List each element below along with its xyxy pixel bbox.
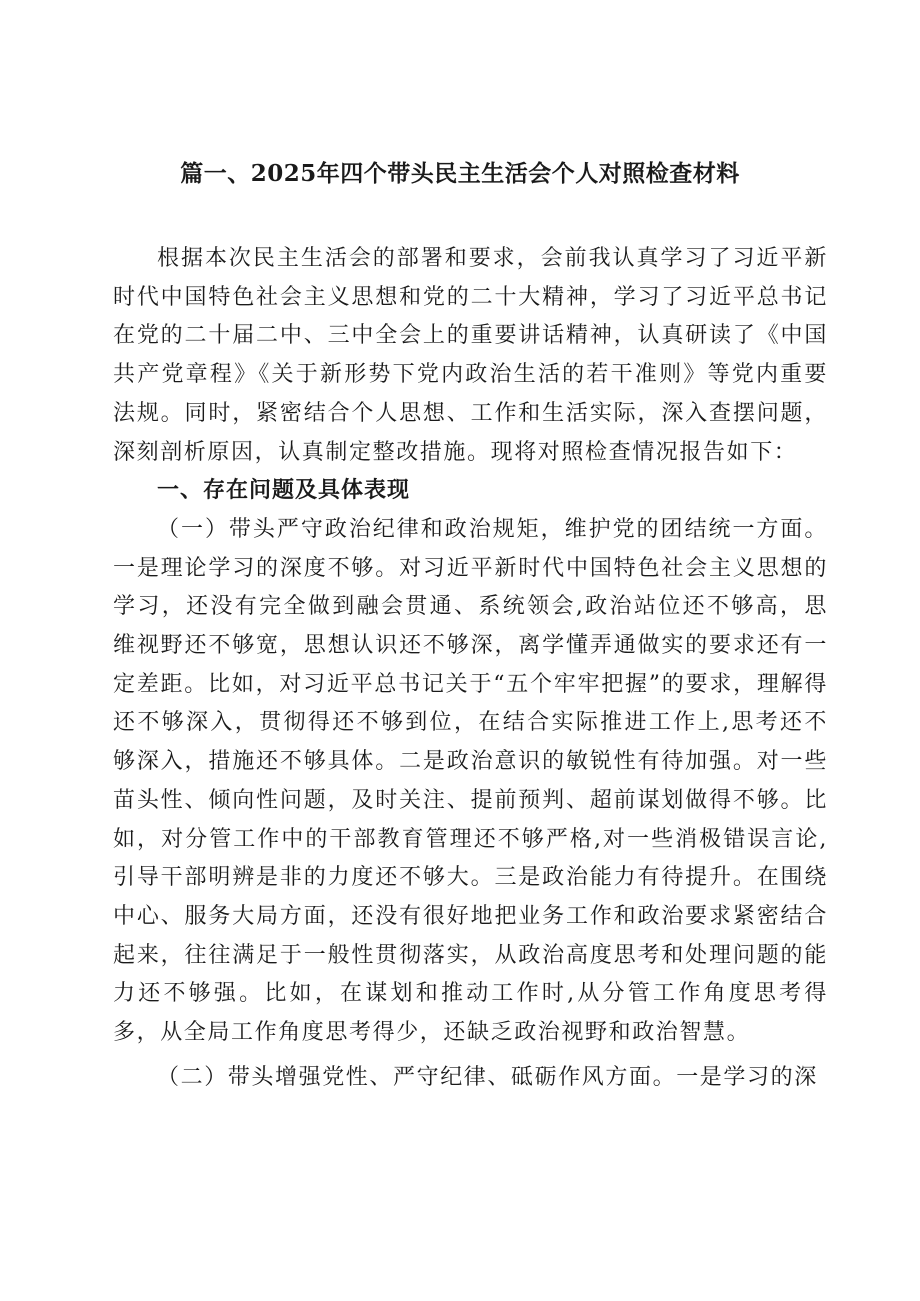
intro-paragraph: 根据本次民主生活会的部署和要求，会前我认真学习了习近平新时代中国特色社会主义思想和党的二十大精神，学习了习近平总书记在党的二十届二中、三中全会上的重要讲话精神，认真研读了《中国共产党章程》《关于新形势下党内政治生活的若干准则》等党内重要法规。同时，紧密结合个人思想、工作和生活实际，深入查摆问题，深刻剖析原因，认真制定整改措施。现将对照检查情况报告如下：	[113, 246, 828, 465]
subsection-paragraph-2: （二）带头增强党性、严守纪律、砥砺作风方面。一是学习的深	[157, 1064, 818, 1090]
section-heading-problems: 一、存在问题及具体表现	[157, 478, 411, 504]
document-body	[113, 240, 828, 1097]
subsection-paragraph-1: （一）带头严守政治纪律和政治规矩，维护党的团结统一方面。一是理论学习的深度不够。对习近平新时代中国特色社会主义思想的学习，还没有完全做到融会贯通、系统领会,政治站位还不够高，思维视野还不够宽，思想认识还不够深，离学懂弄通做实的要求还有一定差距。比如，对习近平总书记关于“五个牢牢把握”的要求，理解得还不够深入，贯彻得还不够到位，在结合实际推进工作上,思考还不够深入，措施还不够具体。二是政治意识的敏锐性有待加强。对一些苗头性、倾向性问题，及时关注、提前预判、超前谋划做得不够。比如，对分管工作中的干部教育管理还不够严格,对一些消极错误言论,引导干部明辨是非的力度还不够大。三是政治能力有待提升。在围绕中心、服务大局方面，还没有很好地把业务工作和政治要求紧密结合起来，往往满足于一般性贯彻落实，从政治高度思考和处理问题的能力还不够强。比如，在谋划和推动工作时,从分管工作角度思考得多，从全局工作角度思考得少，还缺乏政治视野和政治智慧。	[113, 516, 828, 1046]
document-title: 篇一、2025年四个带头民主生活会个人对照检查材料	[180, 160, 740, 187]
